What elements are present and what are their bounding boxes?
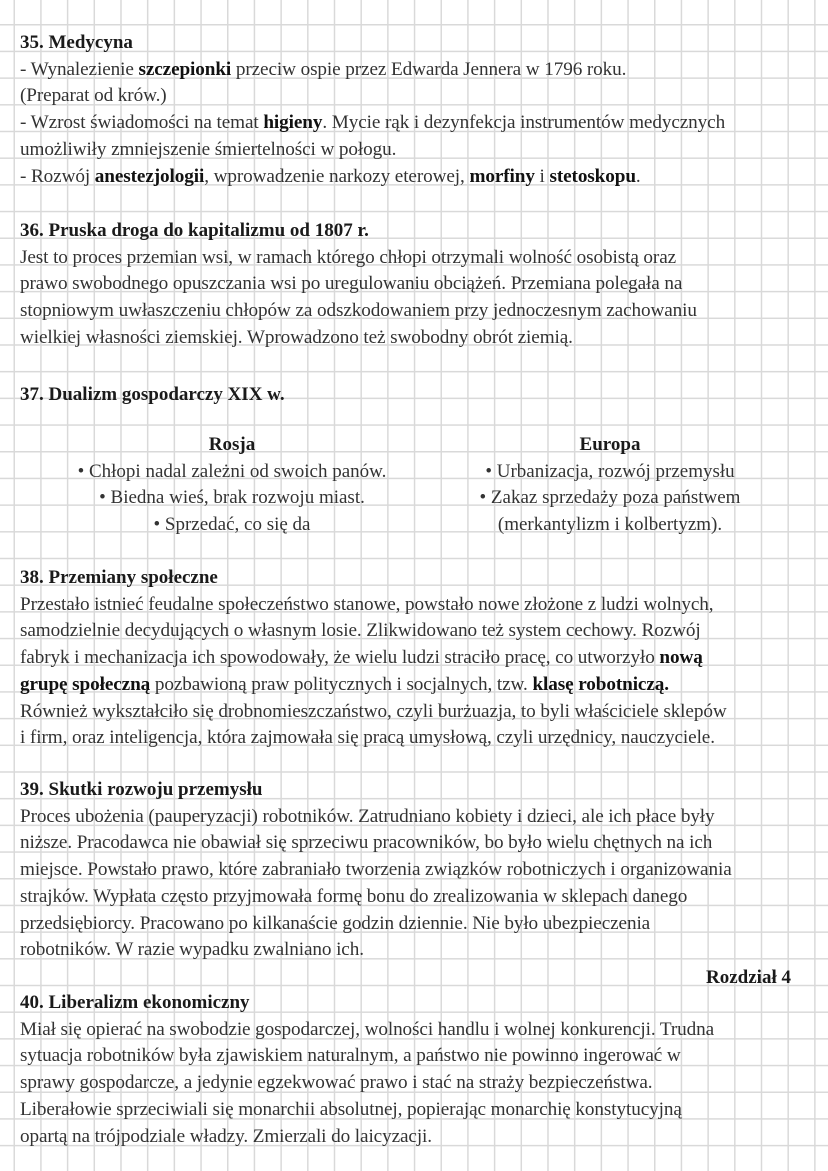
section-38 [20, 565, 727, 752]
column-item: • Zakaz sprzedaży poza państwem [479, 487, 741, 509]
column-item: • Sprzedać, co się da [153, 514, 311, 536]
section-title: 35. Medycyna [20, 32, 133, 53]
text-line: Jest to proces przemian wsi, w ramach którego chłopi otrzymali wolność osobistą oraz [20, 246, 677, 268]
text-line: fabryk i mechanizacja ich spowodowały, że wielu ludzi straciło pracę, co utworzyło nową [20, 647, 703, 669]
text-line: grupę społeczną pozbawioną praw politycznych i socjalnych, tzw. klasę robotniczą. [20, 673, 669, 695]
bold-term: higieny [263, 112, 323, 134]
section-37 [20, 382, 285, 409]
text-line: miejsce. Powstało prawo, które zabraniało tworzenia związków robotniczych i organizowania [20, 859, 732, 881]
text-line: przedsiębiorcy. Pracowano po kilkanaście godzin dziennie. Nie było ubezpieczenia [20, 912, 651, 934]
section-body [20, 592, 727, 752]
section-title: 36. Pruska droga do kapitalizmu od 1807 r. [20, 220, 369, 241]
text-line: robotników. W razie wypadku zwalniano ich. [20, 939, 364, 961]
bold-term: szczepionki [138, 58, 232, 80]
text-line: - Wzrost świadomości na temat higieny. Mycie rąk i dezynfekcja instrumentów medycznych [20, 112, 726, 134]
section-title: 38. Przemiany społeczne [20, 567, 218, 588]
section-title: 39. Skutki rozwoju przemysłu [20, 779, 263, 800]
text-line: wielkiej własności ziemskiej. Wprowadzono też swobodny obrót ziemią. [20, 326, 573, 348]
text-line: sprawy gospodarcze, a jedynie egzekwować prawo i stać na straży bezpieczeństwa. [20, 1072, 653, 1094]
bold-term: grupę społeczną [20, 673, 151, 695]
section-35 [20, 30, 725, 190]
text-line: umożliwiły zmniejszenie śmiertelności w połogu. [20, 138, 397, 160]
bold-term: nową [659, 647, 703, 669]
text-line: Miał się opierać na swobodzie gospodarczej, wolności handlu i wolnej konkurencji. Trudna [20, 1018, 715, 1040]
column-rosja [32, 432, 432, 539]
bold-term: anestezjologii [94, 165, 205, 187]
bold-term: klasę robotniczą. [532, 673, 669, 695]
section-body [20, 1017, 714, 1151]
text-line: niższe. Pracodawca nie obawiał się sprzeciwu pracowników, bo było wielu chętnych na ich [20, 832, 713, 854]
column-heading: Europa [579, 434, 641, 455]
column-heading: Rosja [208, 434, 256, 455]
text-line: - Wynalezienie szczepionki przeciw ospie przez Edwarda Jennera w 1796 roku. [20, 58, 627, 80]
chapter-label: Rozdział 4 [706, 967, 791, 988]
text-line: Proces ubożenia (pauperyzacji) robotników. Zatrudniano kobiety i dzieci, ale ich płace były [20, 805, 715, 827]
section-40 [20, 990, 714, 1150]
section-body [20, 245, 697, 352]
bold-term: stetoskopu [549, 165, 636, 187]
text-line: - Rozwój anestezjologii, wprowadzenie narkozy eterowej, morfiny i stetoskopu. [20, 165, 641, 187]
bold-term: morfiny [469, 165, 535, 187]
text-line: stopniowym uwłaszczeniu chłopów za odszkodowaniem przy jednoczesnym zachowaniu [20, 300, 697, 322]
text-line: sytuacja robotników była zjawiskiem naturalnym, a państwo nie powinno ingerować w [20, 1045, 681, 1067]
text-line: prawo swobodnego opuszczania wsi po uregulowaniu obciążeń. Przemiana polegała na [20, 273, 683, 295]
section-36 [20, 218, 697, 352]
text-line: opartą na trójpodziale władzy. Zmierzali do laicyzacji. [20, 1125, 432, 1147]
column-item: • Biedna wieś, brak rozwoju miast. [99, 487, 365, 509]
text-line: (Preparat od krów.) [20, 85, 167, 107]
section-body [20, 804, 732, 964]
text-line: i firm, oraz inteligencja, która zajmowała się pracą umysłową, czyli urzędnicy, nauczyciele. [20, 727, 715, 749]
column-item: (merkantylizm i kolbertyzm). [497, 514, 723, 536]
text-line: Przestało istnieć feudalne społeczeństwo stanowe, powstało nowe złożone z ludzi wolnych, [20, 593, 714, 615]
text-line: strajków. Wypłata często przyjmowała formę bonu do zrealizowania w sklepach danego [20, 885, 688, 907]
text-line: Liberałowie sprzeciwiali się monarchii absolutnej, popierając monarchię konstytucyjną [20, 1098, 682, 1120]
text-line: Również wykształciło się drobnomieszczaństwo, czyli burżuazja, to byli właściciele sklepów [20, 700, 727, 722]
section-title: 40. Liberalizm ekonomiczny [20, 992, 250, 1013]
column-item: • Urbanizacja, rozwój przemysłu [485, 460, 735, 482]
section-title: 37. Dualizm gospodarczy XIX w. [20, 384, 285, 405]
text-line: samodzielnie decydujących o własnym losie. Zlikwidowano też system cechowy. Rozwój [20, 620, 701, 642]
section-39 [20, 777, 732, 964]
section-body [20, 57, 725, 191]
column-europa [440, 432, 780, 539]
column-item: • Chłopi nadal zależni od swoich panów. [77, 460, 387, 482]
